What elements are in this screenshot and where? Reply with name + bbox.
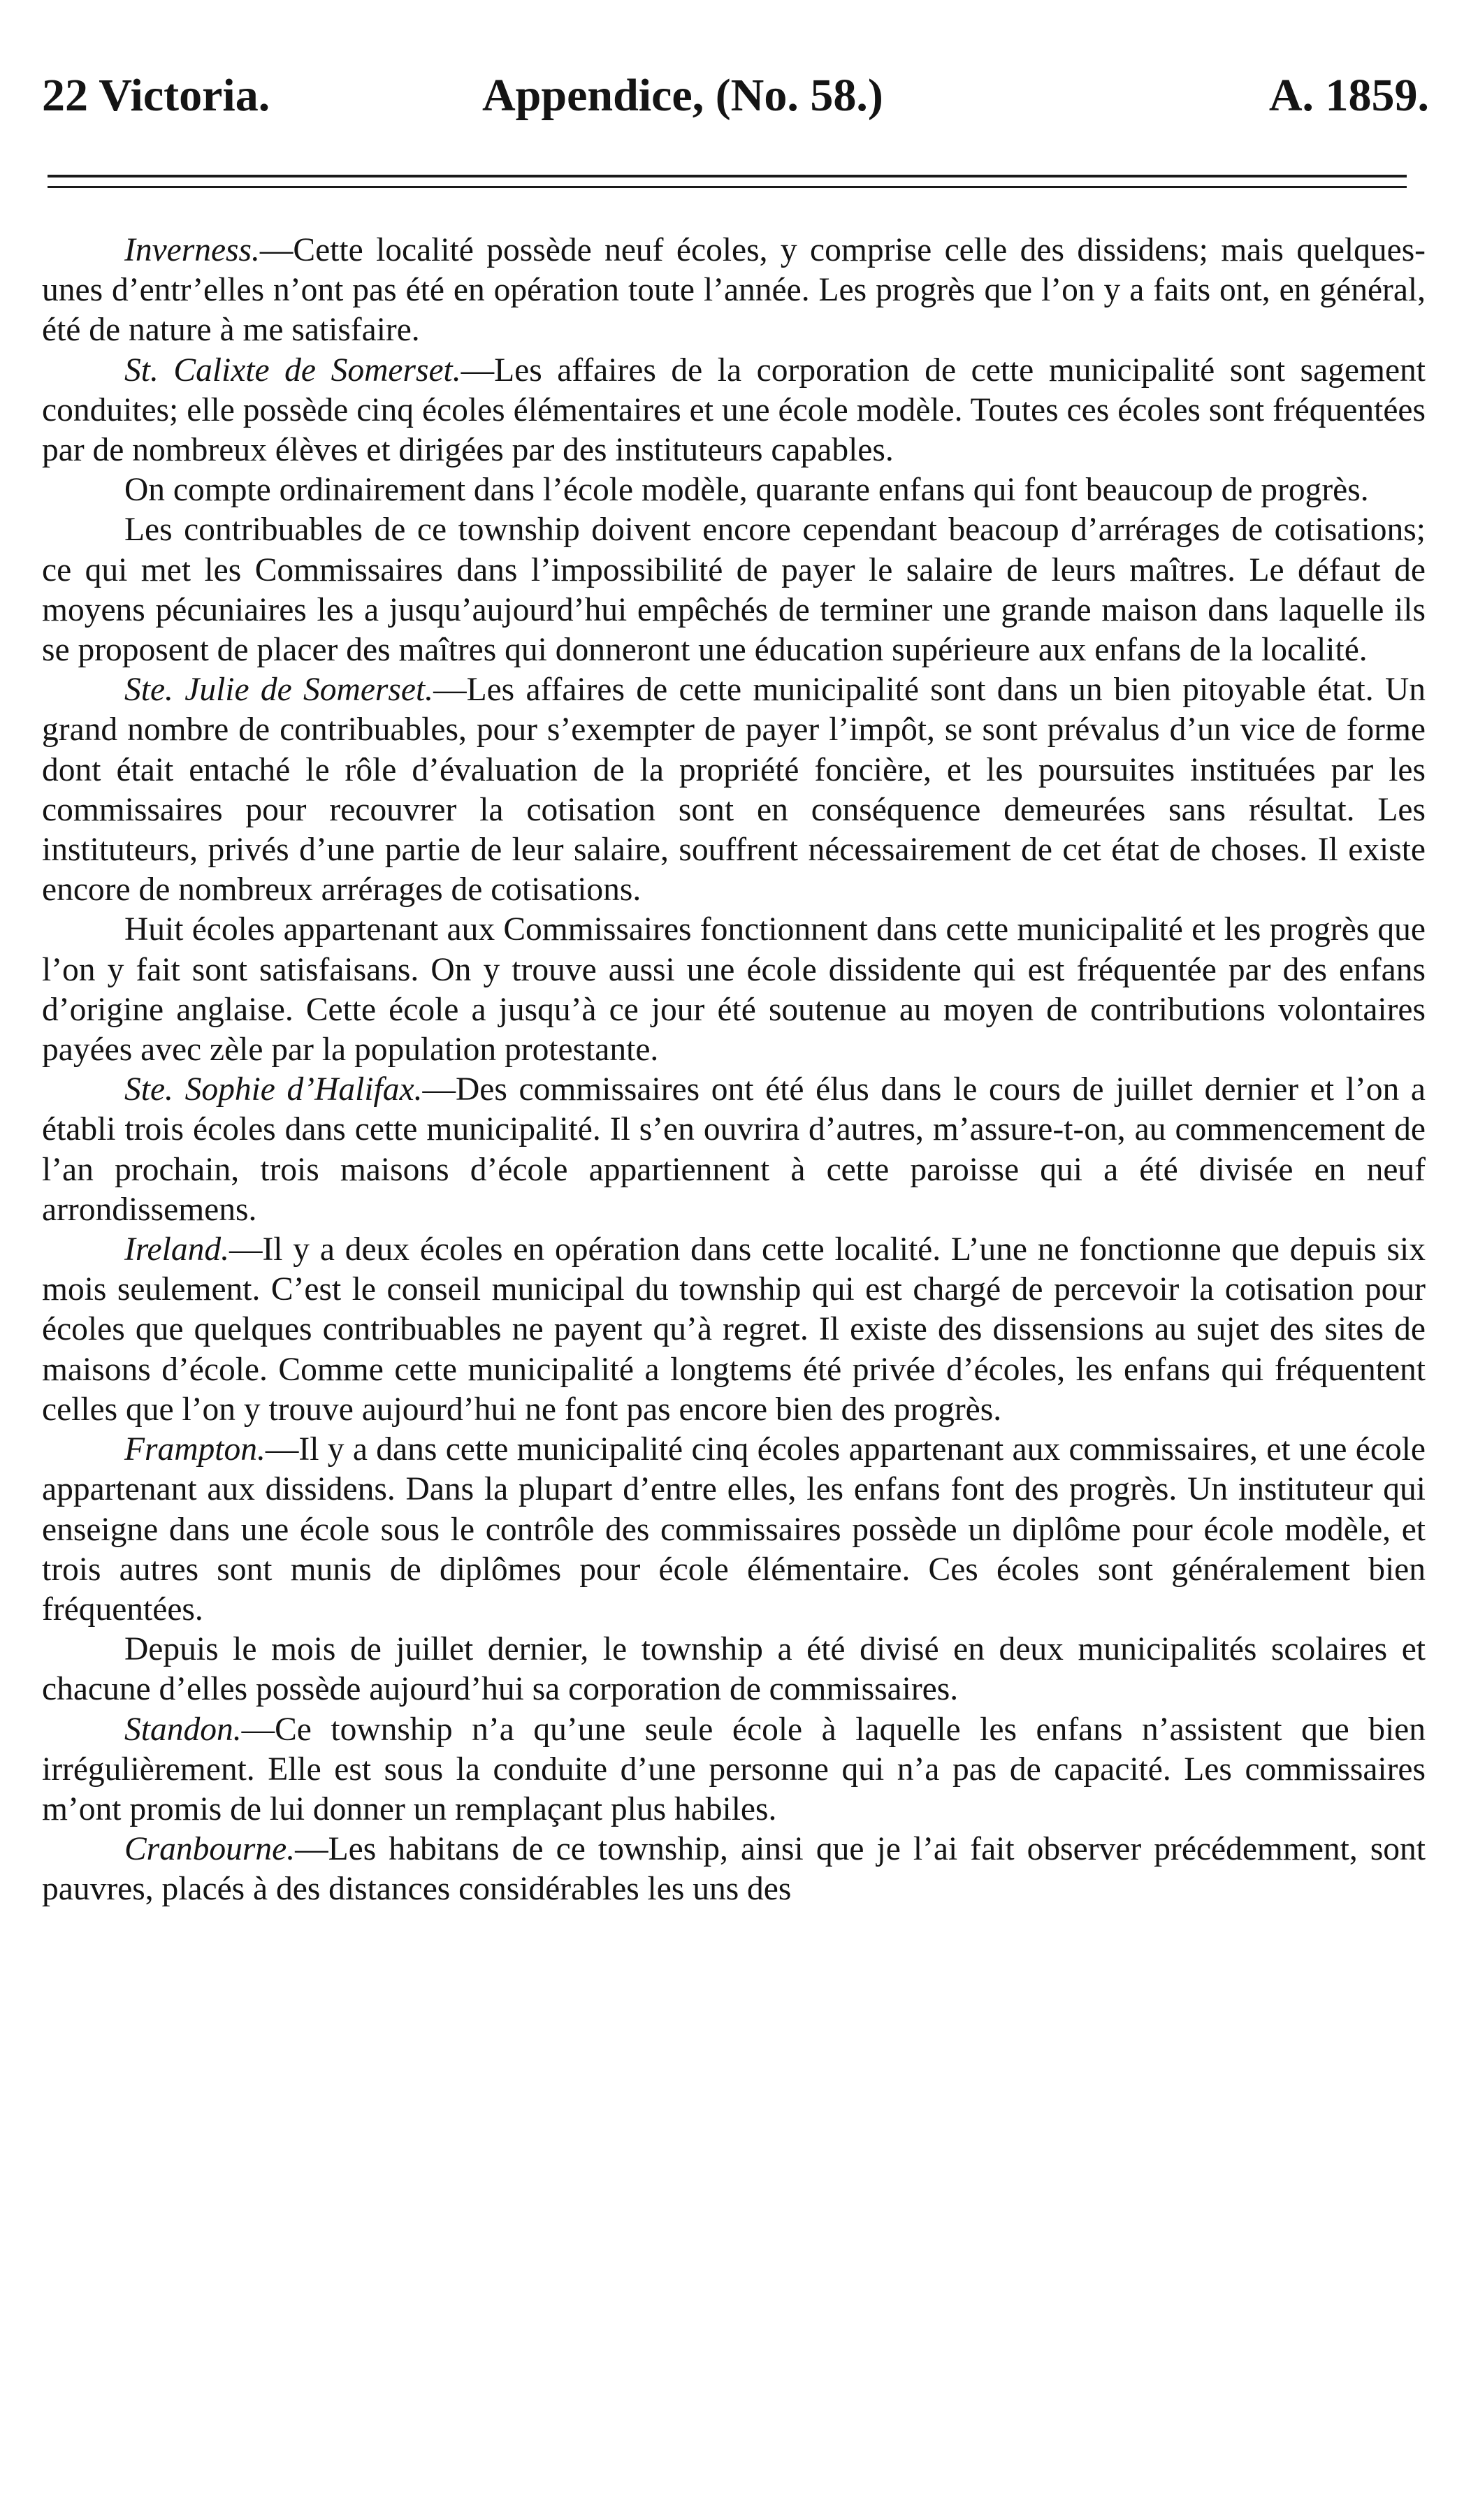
- paragraph-text: On compte ordinairement dans l’école modèle, quarante enfans qui font beaucoup de progrès.: [124, 472, 1369, 509]
- place-name: St. Calixte de Somerset.: [124, 352, 461, 389]
- paragraph-text: —Les affaires de cette municipalité sont dans un bien pitoyable état. Un grand nombre de contribuables, pour s’exempter de payer l’impôt, se sont prévalus d’un vice de forme dont était entaché le rôle d’évaluation de la propriété foncière, et les poursuites instituées par les commissaires pour recouvrer la cotisation sont en conséquence demeurées sans résultat. Les instituteurs, privés d’une partie de leur salaire, souffrent nécessairement de cet état de choses. Il existe encore de nombreux arrérages de cotisations.: [42, 672, 1426, 908]
- paragraph-huit-ecoles: [42, 910, 1426, 1070]
- place-name: Inverness.: [124, 232, 260, 268]
- place-name: Ireland.: [124, 1231, 229, 1268]
- paragraph-text: —Cette localité possède neuf écoles, y comprise celle des dissidens; mais quelques-unes d’entr’elles n’ont pas été en opération toute l’année. Les progrès que l’on y a faits ont, en général, été de nature à me satisfaire.: [42, 232, 1426, 349]
- paragraph-text: Huit écoles appartenant aux Commissaires fonctionnent dans cette municipalité et les progrès que l’on y fait sont satisfaisans. On y trouve aussi une école dissidente qui est fréquentée par des enfans d’origine anglaise. Cette école a jusqu’à ce jour été soutenue au moyen de contributions volontaires payées avec zèle par la population protestante.: [42, 911, 1426, 1069]
- place-name: Standon.: [124, 1711, 242, 1748]
- page-header: [42, 64, 1429, 127]
- paragraph-ecole-modele: [42, 470, 1426, 510]
- paragraph-frampton: [42, 1430, 1426, 1630]
- paragraph-ireland: [42, 1230, 1426, 1430]
- paragraph-text: —Les affaires de la corporation de cette municipalité sont sagement conduites; elle possède cinq écoles élémentaires et une école modèle. Toutes ces écoles sont fréquentées par de nombreux élèves et dirigées par des instituteurs capables.: [42, 352, 1426, 469]
- header-rule-top: [48, 175, 1407, 178]
- paragraph-text: Depuis le mois de juillet dernier, le township a été divisé en deux municipalités scolaires et chacune d’elles possède aujourd’hui sa corporation de commissaires.: [42, 1631, 1426, 1708]
- paragraph-text: —Il y a dans cette municipalité cinq écoles appartenant aux commissaires, et une école appartenant aux dissidens. Dans la plupart d’entre elles, les enfans font des progrès. Un instituteur qui enseigne dans une école sous le contrôle des commissaires possède un diplôme pour école modèle, et trois autres sont munis de diplômes pour école élémentaire. Ces écoles sont généralement bien fréquentées.: [42, 1431, 1426, 1628]
- place-name: Frampton.: [124, 1431, 266, 1468]
- paragraph-ste-sophie: [42, 1070, 1426, 1230]
- paragraph-inverness: [42, 231, 1426, 351]
- paragraph-st-calixte: [42, 351, 1426, 471]
- header-left: 22 Victoria.: [42, 70, 270, 121]
- paragraph-text: —Ce township n’a qu’une seule école à laquelle les enfans n’assistent que bien irrégulièrement. Elle est sous la conduite d’une personne qui n’a pas de capacité. Les commissaires m’ont promis de lui donner un remplaçant plus habiles.: [42, 1711, 1426, 1827]
- paragraph-text: —Les habitans de ce township, ainsi que je l’ai fait observer précédemment, sont pauvres, placés à des distances considérables les uns des: [42, 1831, 1426, 1908]
- paragraph-standon: [42, 1710, 1426, 1830]
- paragraph-cranbourne: [42, 1830, 1426, 1909]
- paragraph-text: Les contribuables de ce township doivent encore cependant beacoup d’arrérages de cotisations; ce qui met les Commissaires dans l’impossibilité de payer le salaire de leurs maîtres. Le défaut de moyens pécuniaires les a jusqu’aujourd’hui empêchés de terminer une grande maison dans laquelle ils se proposent de placer des maîtres qui donneront une éducation supérieure aux enfans de la localité.: [42, 512, 1426, 669]
- paragraph-juillet: [42, 1630, 1426, 1709]
- place-name: Ste. Julie de Somerset.: [124, 672, 434, 709]
- place-name: Ste. Sophie d’Halifax.: [124, 1071, 423, 1108]
- place-name: Cranbourne.: [124, 1831, 296, 1868]
- paragraph-text: —Des commissaires ont été élus dans le cours de juillet dernier et l’on a établi trois écoles dans cette municipalité. Il s’en ouvrira d’autres, m’assure-t-on, au commencement de l’an prochain, trois maisons d’école appartiennent à cette paroisse qui a été divisée en neuf arrondissemens.: [42, 1071, 1426, 1228]
- paragraph-contribuables: [42, 510, 1426, 670]
- paragraph-ste-julie: [42, 670, 1426, 910]
- header-center: Appendice, (No. 58.): [482, 70, 883, 121]
- header-rule-bottom: [48, 186, 1407, 188]
- header-right: A. 1859.: [1268, 70, 1429, 121]
- body-text: [42, 231, 1426, 1910]
- paragraph-text: —Il y a deux écoles en opération dans cette localité. L’une ne fonctionne que depuis six mois seulement. C’est le conseil municipal du township qui est chargé de percevoir la cotisation pour écoles que quelques contribuables ne payent qu’à regret. Il existe des dissensions au sujet des sites de maisons d’école. Comme cette municipalité a longtems été privée d’écoles, les enfans qui fréquentent celles que l’on y trouve aujourd’hui ne font pas encore bien des progrès.: [42, 1231, 1426, 1428]
